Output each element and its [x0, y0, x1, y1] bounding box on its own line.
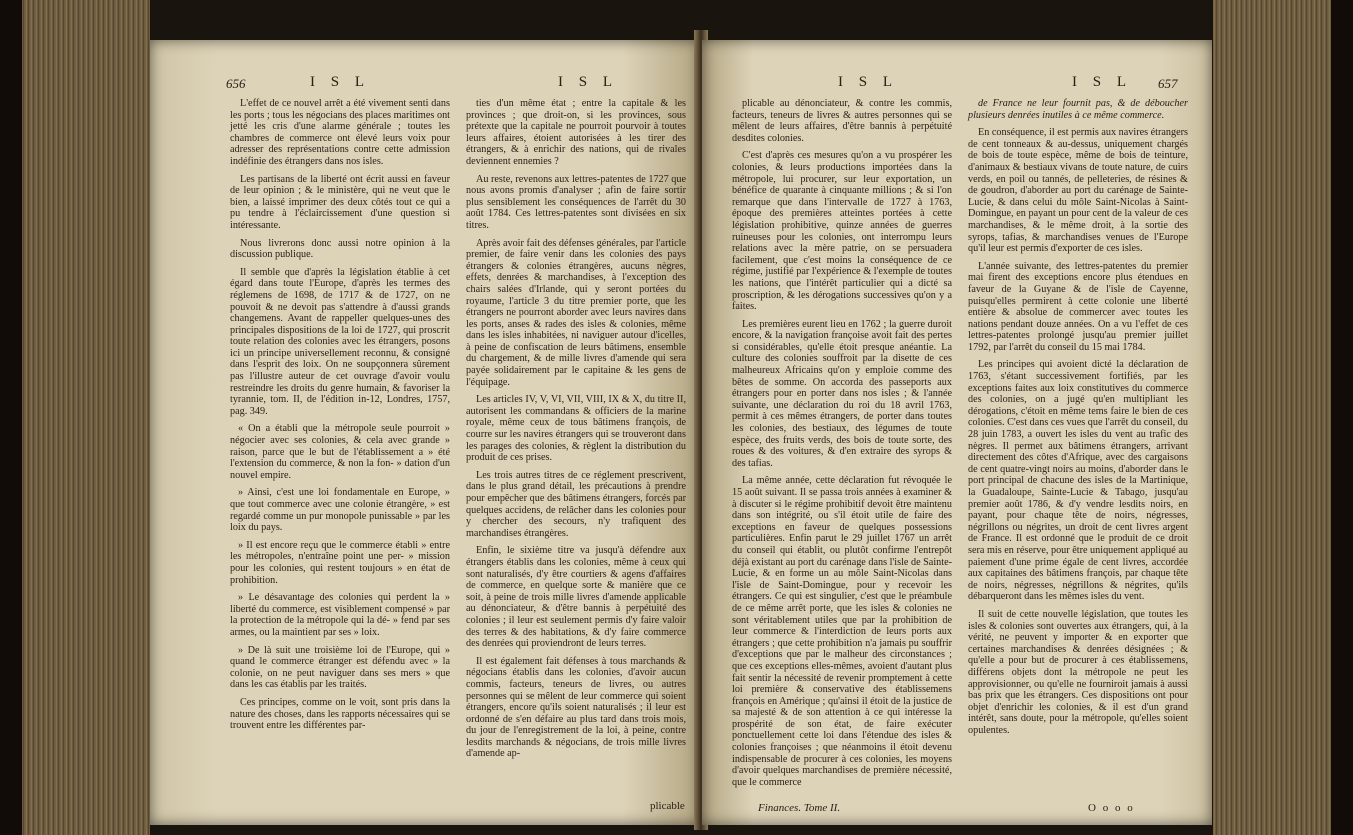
- left-column-2: [466, 98, 686, 766]
- left-running-head-1: I S L: [310, 74, 370, 90]
- right-running-head-1: I S L: [838, 74, 898, 90]
- paragraph: » De là suit une troisième loi de l'Europe, qui » quand le commerce étranger est défendu avec » la colonie, on ne peut naviguer dans ses mers » que dans les cas établis par les traités.: [230, 644, 450, 691]
- paragraph: Au reste, revenons aux lettres-patentes de 1727 que nous avons promis d'analyser ; afin de faire sortir plus sensiblement les conséquences de l'arrêt du 30 août 1784. Ces lettres-patentes sont divisées en six titres.: [466, 173, 686, 231]
- paragraph: Il est également fait défenses à tous marchands & négocians établis dans les colonies, d'avoir aucun commis, facteurs, teneurs de livres, ou autres personnes qui se mêlent de leur commerce qui soient étrangers, encore qu'ils soient naturalisés ; il leur est ordonné de s'en défaire au plus tard dans trois mois, du jour de l'enregistrement de la loi, à peine, contre lesdits marchands & négocians, de trois mille livres d'amende ap-: [466, 655, 686, 760]
- left-page-number: 656: [226, 76, 246, 91]
- right-column-2: [968, 98, 1188, 742]
- left-column-1: [230, 98, 450, 738]
- paragraph: L'effet de ce nouvel arrêt a été vivement senti dans les ports ; tous les négocians des places maritimes ont jetté les cris d'une alarme générale ; toutes les chambres de commerce ont élevé leurs voix pour adresser des représentations contre cette admission indéfinie des étrangers dans nos isles.: [230, 98, 450, 167]
- paragraph: La même année, cette déclaration fut révoquée le 15 août suivant. Il se passa trois années à examiner & à discuter si le régime prohibitif devoit être maintenu dans son intégrité, ou s'il étoit utile de faire des exceptions en faveur de quelques possessions particulières. Enfin parut le 29 juillet 1767 un arrêt du conseil qui établit, ou plutôt confirme l'entrepôt déjà existant au port du carénage dans l'isle de Sainte-Lucie, & en forme un au môle Saint-Nicolas dans l'isle de Saint-Domingue, pour y recevoir les étrangers. Ce qui est singulier, c'est que le préambule de ce même arrêt porte, que les isles & colonies ne sont véritablement utiles que par la prohibition de leur commerce & l'interdiction de leurs ports aux étrangers ; que cette prohibition n'a jamais pu souffrir d'exceptions que par le malheur des circonstances ; que ces exceptions elles-mêmes, avoient d'autant plus fait sentir la nécessité de revenir promptement à cette loi première & conservative des établissemens françois en Amérique ; qu'ainsi il étoit de la justice de sa majesté & de son attention à ce qui intéresse la prospérité de son état, de faire exécuter ponctuellement cette loi dans l'étendue des isles & colonies françoises ; que néanmoins il étoit devenu indispensable de procurer à ces colonies, les moyens d'avoir quelques marchandises de première nécessité, que le commerce: [732, 475, 952, 788]
- left-running-head-2: I S L: [558, 74, 618, 90]
- paragraph: Il suit de cette nouvelle législation, que toutes les isles & colonies sont ouvertes aux étrangers, qui, à la vérité, ne peuvent y importer & en exporter que certaines marchandises & denrées désignées ; & qu'elle a pour but de procurer à ces établissemens, différens objets dont la métropole ne peut les approvisionner, ou qu'elle ne fourniroit jamais à aussi bas prix que les étrangers. Ces dispositions ont pour objet d'enrichir les colonies, & il est d'un grand intérêt, sans doute, pour la métropole, qu'elles soient opulentes.: [968, 608, 1188, 736]
- paragraph: Ces principes, comme on le voit, sont pris dans la nature des choses, dans les rapports nécessaires qui se trouvent entre les différentes par-: [230, 696, 450, 732]
- paragraph: L'année suivante, des lettres-patentes du premier mai firent des exceptions encore plus étendues en faveur de la Guyane & de l'isle de Cayenne, puisqu'elles permirent à cette colonie une liberté entière & absolue de commercer avec toutes les nations pendant douze années. On a vu l'effet de ces lettres-patentes prolongé jusqu'au premier juillet 1792, par l'arrêt du conseil du 15 mai 1784.: [968, 260, 1188, 353]
- paragraph: C'est d'après ces mesures qu'on a vu prospérer les colonies, & leurs productions importées dans la métropole, lui procurer, sur leur exportation, un bénéfice de quarante à cinquante millions ; & si l'on remarque que dans l'intervalle de 1727 à 1763, époque des premières atteintes portées à cette législation prohibitive, quinze années de guerres ruineuses pour les colonies, ont interrompu leurs relations avec la mère patrie, on se persuadera facilement, que c'est moins la conséquence de ce régime, justifié par l'expérience & l'exemple de toutes les nations, que l'intérêt particulier qui a dicté sa proscription, & les dérogations successives qu'on y a faites.: [732, 150, 952, 313]
- paragraph: » Il est encore reçu que le commerce établi » entre les métropoles, n'entraîne point une per- » mission pour les colonies, qui restent toujours » en état de prohibition.: [230, 539, 450, 586]
- paragraph: Après avoir fait des défenses générales, par l'article premier, de faire venir dans les colonies des pays étrangers & colonies étrangères, aucuns nègres, effets, denrées & marchandises, à l'exception des chairs salées d'Irlande, qui y seront portées du royaume, l'article 3 du titre premier porte, que les étrangers ne pourront aborder avec leurs navires dans les ports, anses & rades des isles & colonies, même dans les isles inhabitées, ni naviguer autour d'icelles, à peine de confiscation de leurs bâtimens, ensemble du chargement, & de mille livres d'amende qui sera payée solidairement par le capitaine & les gens de l'équipage.: [466, 237, 686, 388]
- paragraph: » Le désavantage des colonies qui perdent la » liberté du commerce, est visiblement compensé » par la protection de la métropole qui la dé- » fend par ses armes, ou la maintient par ses » loix.: [230, 592, 450, 638]
- paragraph: Enfin, le sixième titre va jusqu'à défendre aux étrangers établis dans les colonies, même à ceux qui sont naturalisés, d'y être courtiers & agens d'affaires de commerce, en quelque sorte & manière que ce soit, à peine de trois mille livres d'amende applicable au dénonciateur, & d'être bannis à perpétuité des colonies ; il leur est seulement permis d'y faire valoir des terres & des habitations, & d'y faire commerce des denrées qui proviendront de leurs terres.: [466, 545, 686, 650]
- paragraph: ties d'un même état ; entre la capitale & les provinces ; que droit-on, si les provinces, sous prétexte que la capitale ne pourroit pourvoir à toutes leurs affaires, étoient autorisées à les tirer des étrangers, & à enrichir des nations, qui de rivales deviennent ennemies ?: [466, 98, 686, 167]
- paragraph: » Ainsi, c'est une loi fondamentale en Europe, » que tout commerce avec une colonie étrangère, » est regardé comme un pur monopole punissable » par les loix du pays.: [230, 487, 450, 534]
- paragraph: Les articles IV, V, VI, VII, VIII, IX & X, du titre II, autorisent les commandans & officiers de la marine royale, même ceux de tous bâtimens françois, de courre sur les navires étrangers qui se trouveront dans les parages des colonies, & règlent la distribution du produit de ces prises.: [466, 394, 686, 464]
- right-running-head-2: I S L: [1072, 74, 1132, 90]
- right-column-1: [732, 98, 952, 794]
- right-cover: [1331, 0, 1353, 835]
- right-page: [702, 40, 1212, 825]
- paragraph: Les trois autres titres de ce réglement prescrivent, dans le plus grand détail, les précautions à prendre pour empêcher que des bâtimens étrangers, forcés par quelques accidens, de relâcher dans les colonies pour y chercher des secours, n'y trafiquent des marchandises étrangères.: [466, 469, 686, 539]
- paragraph: Les partisans de la liberté ont écrit aussi en faveur de leur opinion ; & le ministère, qui ne veut que le bien, a laissé imprimer des deux côtés tout ce qui a pu tendre à l'éclaircissement d'une question si intéressante.: [230, 173, 450, 231]
- left-catchword: plicable: [650, 800, 685, 812]
- paragraph: de France ne leur fournit pas, & de déboucher plusieurs denrées inutiles à ce même commerce.: [968, 98, 1188, 121]
- paragraph: Les premières eurent lieu en 1762 ; la guerre duroit encore, & la navigation françoise avoit fait des pertes si considérables, qu'elle étoit presque anéantie. La culture des colonies souffroit par la disette de ces malheureux Africains qu'on y emploie comme des bêtes de somme. On accorda des passeports aux étrangers pour en porter dans nos isles ; & l'année suivante, une déclaration du roi du 18 avril 1763, permit à ces mêmes étrangers, de porter dans toutes les colonies, des bestiaux, des légumes de toute espèce, des fruits verds, des bois de toute sorte, des roues & des voitures, & d'en extraire des syrops & des tafias.: [732, 318, 952, 469]
- left-page-edges: [0, 0, 150, 835]
- paragraph: Nous livrerons donc aussi notre opinion à la discussion publique.: [230, 237, 450, 261]
- paragraph: plicable au dénonciateur, & contre les commis, facteurs, teneurs de livres & autres personnes qui se mêlent de leurs affaires, d'être bannis à perpétuité desdites colonies.: [732, 98, 952, 144]
- signature-line: Finances. Tome II.: [758, 802, 841, 814]
- signature-mark: O o o o: [1088, 802, 1135, 814]
- left-page: [150, 40, 700, 825]
- left-cover: [0, 0, 22, 835]
- paragraph: En conséquence, il est permis aux navires étrangers de cent tonneaux & au-dessus, uniquement chargés de bois de toute espèce, même de bois de teinture, d'animaux & bestiaux vivans de toute nature, de cuirs verds, en poil ou tannés, de pelleteries, de résines & de goudron, d'aborder au port du carénage de Sainte-Lucie, & dans celui du môle Saint-Nicolas à Saint-Domingue, en payant un pour cent de la valeur de ces marchandises, & le même droit, à la sortie des syrops, tafias, & marchandises venues de l'Europe qu'il leur est permis d'exporter de ces isles.: [968, 127, 1188, 255]
- paragraph: « On a établi que la métropole seule pourroit » négocier avec ses colonies, & cela avec grande » raison, parce que le but de l'établissement a » été l'extension du commerce, & non la fon- » dation d'un nouvel empire.: [230, 423, 450, 481]
- paragraph: Il semble que d'après la législation établie à cet égard dans toute l'Europe, d'après les termes des réglemens de 1698, de 1717 & de 1727, on ne pouvoit & ne devoit pas s'attendre à d'aussi grands changemens. Avant de rappeller quelques-unes des principales dispositions de la loi de 1727, qui proscrit toute relation des colonies avec les étrangers, posons ici un principe universellement reconnu, & consigné dans l'esprit des loix. On ne soupçonnera sûrement pas l'illustre auteur de cet ouvrage d'avoir voulu restreindre les droits du genre humain, & favoriser la tyrannie, tom. II, de l'édition in-12, Londres, 1757, pag. 349.: [230, 266, 450, 417]
- right-page-number: 657: [1158, 76, 1178, 91]
- paragraph: Les principes qui avoient dicté la déclaration de 1763, s'étant successivement fortifiés, par les exceptions faites aux loix constitutives du commerce des colonies, on a jugé qu'en multipliant les dérogations, c'étoit en même tems faire le bien de ces colonies. C'est dans ces vues que l'arrêt du conseil, du 28 juin 1783, a ouvert les isles du vent au trafic des nègres. Il permet aux bâtimens étrangers, arrivant directement des côtes d'Afrique, avec des cargaisons de cent quatre-vingt noirs au moins, d'aborder dans le port principal de chacune des isles de la Martinique, la Guadaloupe, Sainte-Lucie & Tabago, jusqu'au premier août 1786, & d'y vendre lesdits noirs, en payant, pour chaque tête de noirs, négresses, négrillons ou négrites, un droit de cent livres argent de France. Il est ordonné que le produit de ce droit sera mis en réserve, pour être uniquement appliqué au paiement d'une prime égale de cent livres, accordée aux capitaines des bâtimens françois, par chaque tête de noirs, négresses, négrillons & négrites, qu'ils débarqueront dans les mêmes isles du vent.: [968, 359, 1188, 603]
